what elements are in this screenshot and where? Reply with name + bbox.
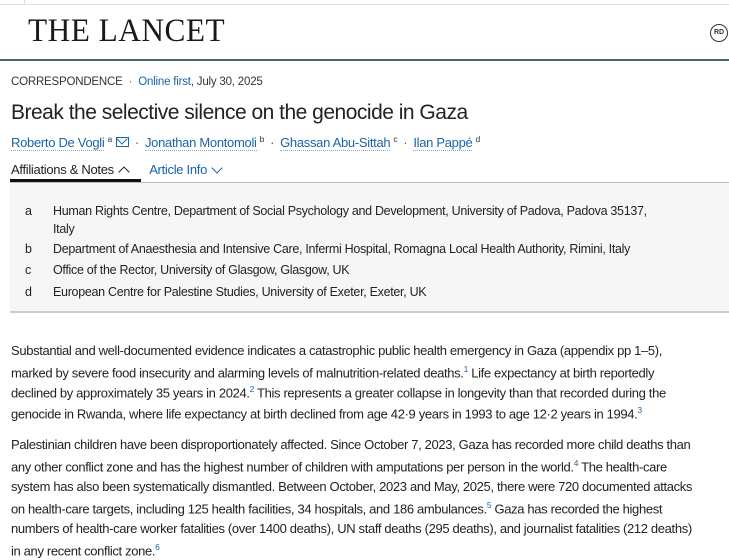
author-link[interactable]: Ghassan Abu-Sittah <box>280 135 391 151</box>
article-tabs <box>11 162 221 177</box>
text-segment: declined by approximately 35 years in 2024. <box>11 385 250 401</box>
author-separator: · <box>403 135 408 151</box>
affiliation-letter: a <box>25 204 32 218</box>
affiliation-letter: b <box>25 242 32 256</box>
meta-separator: · <box>128 76 133 88</box>
email-icon[interactable] <box>116 137 129 147</box>
reference-link[interactable]: 6 <box>155 542 160 552</box>
paragraph-line <box>11 384 666 400</box>
text-segment: Palestinian children have been disproportionately affected. Since October 7, 2023, Gaza has recorded more child deaths than <box>11 437 691 452</box>
reference-link[interactable]: 4 <box>573 458 579 468</box>
reference-link[interactable]: 1 <box>463 364 468 374</box>
text-segment: on health-care targets, including 125 health facilities, 34 hospitals, and 186 ambulances. <box>11 501 487 517</box>
text-segment: The health-care <box>578 459 667 475</box>
paragraph-line <box>11 458 667 474</box>
text-segment: Life expectancy at birth reportedly <box>467 365 655 381</box>
paragraph-line <box>11 437 690 452</box>
text-segment: This represents a greater collapse in longevity than that recorded during the <box>254 385 666 401</box>
affiliations-panel <box>10 182 729 313</box>
text-segment: genocide in Rwanda, where life expectancy at birth declined from age 42·9 years in 1993 to age 12·2 years in 1994. <box>11 406 638 422</box>
author-link[interactable]: Ilan Pappé <box>413 135 473 151</box>
chevron-up-icon <box>118 166 129 177</box>
paragraph-line <box>11 542 160 558</box>
top-border <box>0 4 729 5</box>
paragraph-line <box>11 405 642 421</box>
author-link[interactable]: Roberto De Vogli <box>11 135 105 151</box>
paragraph-line <box>11 364 654 380</box>
paragraph-line <box>11 521 692 536</box>
page-title: Break the selective silence on the genocide in Gaza <box>11 101 468 124</box>
reference-link[interactable]: 2 <box>249 384 254 394</box>
online-first-link[interactable]: Online first <box>138 76 191 88</box>
lancet-logo[interactable]: THE LANCET <box>28 13 226 49</box>
reference-link[interactable]: 3 <box>637 405 642 415</box>
author-list <box>11 134 480 150</box>
affiliation-text: Department of Anaesthesia and Intensive Care, Infermi Hospital, Romagna Local Health Authority, Rimini, Italy <box>53 242 631 256</box>
paragraph-line <box>11 479 692 494</box>
affiliation-text: Italy <box>53 222 75 236</box>
article-type: CORRESPONDENCE <box>11 76 123 88</box>
tab-label: Affiliations & Notes <box>11 162 114 177</box>
author-affiliation-ref[interactable]: b <box>259 134 265 144</box>
affiliation-letter: c <box>25 263 31 277</box>
author-affiliation-ref[interactable]: a <box>107 134 112 144</box>
affiliation-letter: d <box>25 285 32 299</box>
author-affiliation-ref[interactable]: d <box>475 134 480 144</box>
affiliation-text: European Centre for Palestine Studies, University of Exeter, Exeter, UK <box>53 285 427 299</box>
affiliation-text: Human Rights Centre, Department of Social Psychology and Development, University of Padova, Padova 35137, <box>53 204 647 218</box>
text-segment: in any recent conflict zone. <box>11 543 156 559</box>
header-divider <box>0 59 729 61</box>
chevron-down-icon <box>211 162 222 173</box>
text-segment: system has also been systematically dismantled. Between October, 2023 and May, 2025, there were 720 documented attacks <box>11 479 693 494</box>
tab-affiliations-notes[interactable] <box>11 162 128 177</box>
rd-icon[interactable]: RD <box>710 24 728 42</box>
paragraph-line <box>11 500 662 516</box>
text-segment: Substantial and well-documented evidence indicates a catastrophic public health emergency in Gaza (appendix pp 1–5), <box>11 343 662 358</box>
affiliation-text: Office of the Rector, University of Glasgow, Glasgow, UK <box>53 263 350 277</box>
article-meta <box>11 76 263 88</box>
author-separator: · <box>270 135 275 151</box>
top-border-tick <box>24 0 25 5</box>
paragraph-line <box>11 343 662 358</box>
reference-link[interactable]: 5 <box>486 500 492 510</box>
publication-date: , July 30, 2025 <box>190 76 263 88</box>
text-segment: any other conflict zone and has the highest number of children with amputations per person in the world. <box>11 459 574 475</box>
text-segment: marked by severe food insecurity and alarming levels of malnutrition-related deaths. <box>11 365 464 381</box>
text-segment: numbers of health-care worker fatalities (over 1400 deaths), UN staff deaths (295 deaths), and journalist fatalities (212 deaths) <box>11 521 692 536</box>
tab-article-info[interactable] <box>149 162 221 177</box>
text-segment: Gaza has recorded the highest <box>491 501 663 517</box>
tab-label: Article Info <box>149 162 208 177</box>
author-separator: · <box>134 135 139 151</box>
author-link[interactable]: Jonathan Montomoli <box>144 135 257 151</box>
author-affiliation-ref[interactable]: c <box>393 134 398 144</box>
